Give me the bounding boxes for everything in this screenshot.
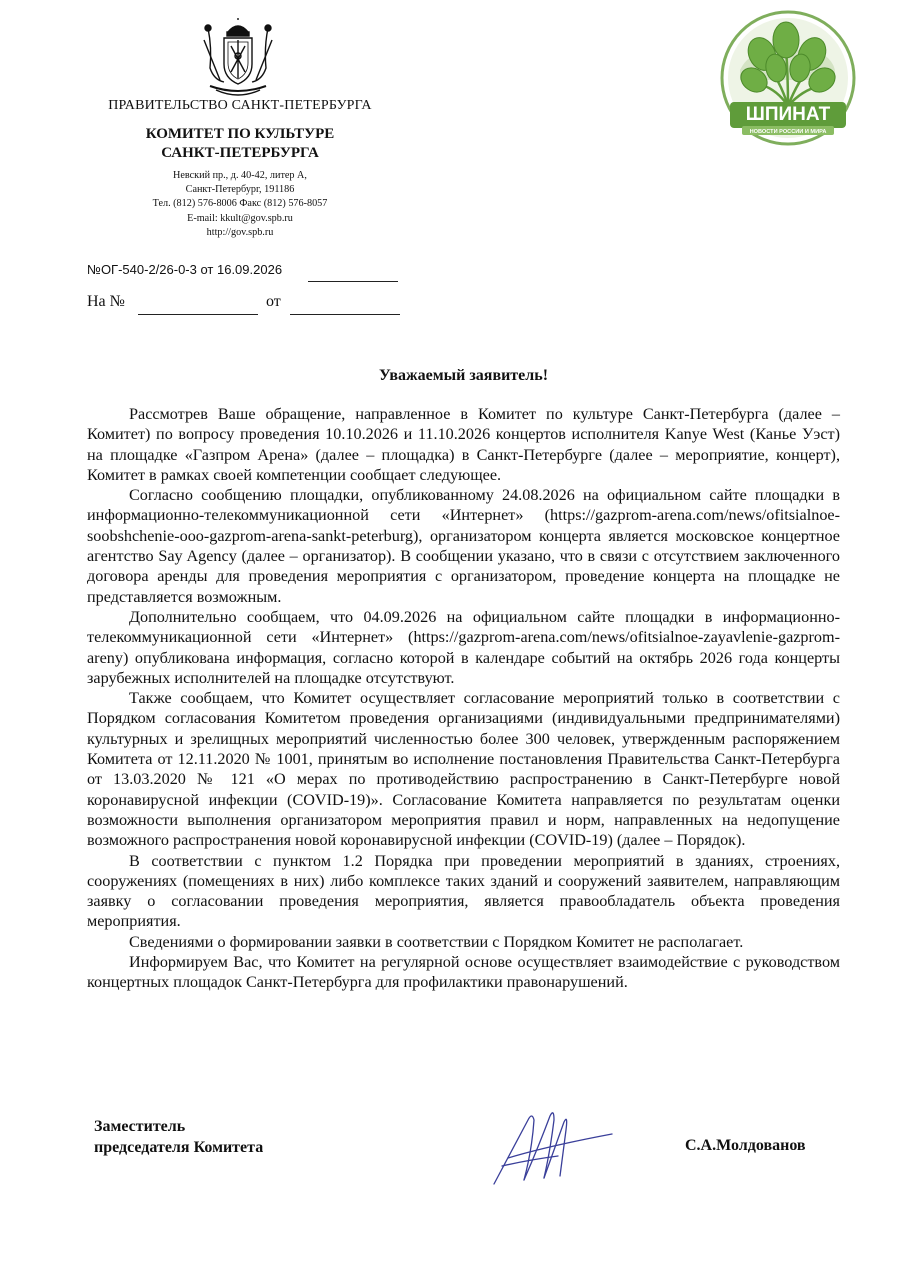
registration-underline xyxy=(308,281,398,282)
committee-name-line2: САНКТ-ПЕТЕРБУРГА xyxy=(161,145,319,161)
logo-title: ШПИНАТ xyxy=(745,104,831,125)
committee-address xyxy=(40,169,440,240)
signatory-position-line1: Заместитель xyxy=(94,1118,186,1135)
logo-subtitle: НОВОСТИ РОССИИ И МИРА xyxy=(749,129,827,135)
letter-paragraph: Дополнительно сообщаем, что 04.09.2026 на официальном сайте площадки в информационно-телекоммуникационной сети «Интернет» (https://gazprom-arena.com/news/ofitsialnoe-zayavlenie-gazprom-areny) опубликована информация, согласно которой в календаре событий на октябрь 2026 года концерты зарубежных исполнителей на площадке отсутствуют. xyxy=(87,607,840,687)
signatory-name: С.А.Молдованов xyxy=(685,1137,806,1154)
address-email: E-mail: kkult@gov.spb.ru xyxy=(187,212,293,224)
shpinat-logo xyxy=(720,10,856,146)
address-city: Санкт-Петербург, 191186 xyxy=(185,184,295,196)
reply-number-blank xyxy=(138,314,258,315)
reply-to-number-label: На № xyxy=(87,293,125,310)
registration-number: №ОГ-540-2/26-0-3 от 16.09.2026 xyxy=(87,262,283,277)
signatory-position xyxy=(94,1116,263,1158)
address-street: Невский пр., д. 40-42, литер А, xyxy=(173,170,307,181)
committee-name xyxy=(40,125,440,163)
reply-date-blank xyxy=(290,314,400,315)
address-website: http://gov.spb.ru xyxy=(206,226,274,238)
reply-date-label: от xyxy=(266,293,281,310)
letter-paragraph: Рассмотрев Ваше обращение, направленное в Комитет по культуре Санкт-Петербурга (далее – Комитет) по вопросу проведения 10.10.2026 и 11.10.2026 концертов исполнителя Kanye West (Канье Уэст) на площадке «Газпром Арена» (далее – площадка) в Санкт-Петербурге (далее – мероприятие, концерт), Комитет в рамках своей компетенции сообщает следующее. xyxy=(87,405,840,484)
letter-paragraph: Сведениями о формировании заявки в соответствии с Порядком Комитет не располагает. xyxy=(129,932,744,951)
address-phone: Тел. (812) 576-8006 Факс (812) 576-8057 xyxy=(152,198,328,210)
government-title: ПРАВИТЕЛЬСТВО САНКТ-ПЕТЕРБУРГА xyxy=(108,98,372,113)
coat-of-arms-emblem xyxy=(200,18,276,100)
letter-paragraph: Информируем Вас, что Комитет на регулярной основе осуществляет взаимодействие с руководством концертных площадок Санкт-Петербурга для профилактики правонарушений. xyxy=(87,953,840,992)
letter-greeting: Уважаемый заявитель! xyxy=(378,367,549,384)
letter-paragraph: Согласно сообщению площадки, опубликованному 24.08.2026 на официальном сайте площадки в информационно-телекоммуникационной сети «Интернет» (https://gazprom-arena.com/news/ofitsialnoe-soobshchenie-ooo-gazprom-arena-sankt-peterburg), организатором концерта является московское концертное агентство Say Agency (далее – организатор). В сообщении указано, что в связи с отсутствием заключенного договора аренды для проведения мероприятия с организатором, проведение концерта на площадке не представляется возможным. xyxy=(87,486,840,606)
handwritten-signature xyxy=(488,1100,618,1190)
signatory-position-line2: председателя Комитета xyxy=(94,1139,264,1156)
letter-paragraph: Также сообщаем, что Комитет осуществляет согласование мероприятий только в соответствии с Порядком согласования Комитетом проведения организациями (индивидуальными предпринимателями) культурных и зрелищных мероприятий численностью более 300 человек, утвержденным распоряжением Комитета от 12.11.2020 № 1001, принятым во исполнение постановления Правительства Санкт-Петербурга от 13.03.2020 № 121 «О мерах по противодействию распространению в Санкт-Петербурге новой коронавирусной инфекции (COVID-19)». Согласование Комитета направляется по результатам оценки возможности выполнения организатором мероприятия правил и норм, направленных на недопущение возможного распространения новой коронавирусной инфекции (COVID-19) (далее – Порядок). xyxy=(87,689,840,850)
committee-name-line1: КОМИТЕТ ПО КУЛЬТУРЕ xyxy=(145,126,335,142)
letter-body xyxy=(87,404,840,993)
letter-paragraph: В соответствии с пунктом 1.2 Порядка при проведении мероприятий в зданиях, строениях, сооружениях (помещениях в них) либо комплексе таких зданий и сооружений заявителем, направляющим заявку о согласовании проведения мероприятия, является правообладатель объекта проведения мероприятия. xyxy=(87,851,840,931)
